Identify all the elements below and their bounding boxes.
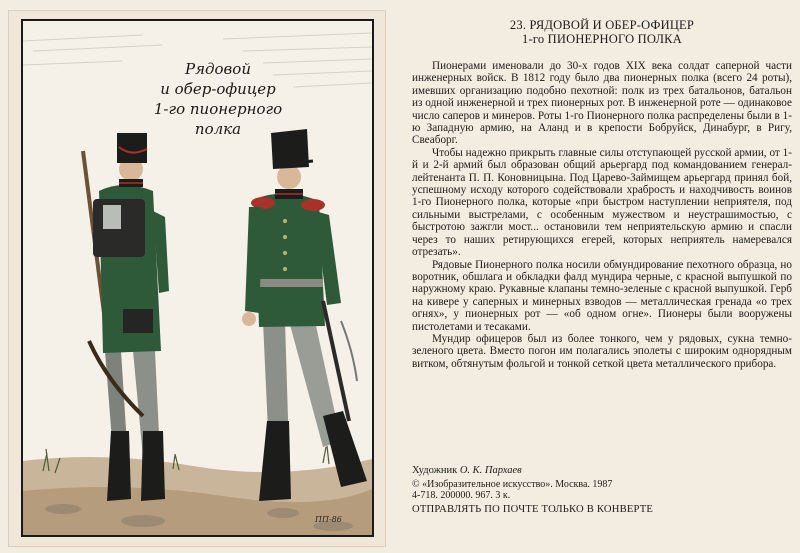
caption-line: Рядовой — [185, 60, 251, 78]
illustration-card — [8, 10, 386, 547]
illustration-caption — [143, 59, 293, 139]
print-code-line: 4-718. 200000. 967. 3 к. — [412, 490, 511, 501]
caption-line: и обер-офицер — [160, 80, 276, 98]
caption-line: 1-го пионерного — [153, 100, 283, 118]
paragraph: Пионерами именовали до 30-х годов XIX века солдат саперной части инженерных войск. В 1812 году было два пионерных полка (всего 24 роты), имевших организацию подобно пехотной: полк из трех батальонов, батальон из одной инженерной и трех пионерных рот. В инженерной роте — одинаковое число саперов и минеров. Роты 1-го Пионерного полка распределены были в 1-ю Западную армию, на Аланд и в крепости Бобруйск, Динабург, в Ригу, Свеаборг. — [412, 60, 792, 147]
text-column — [412, 18, 792, 548]
artist-signature: ПП-86 — [315, 515, 342, 524]
credits-block — [412, 465, 792, 502]
publisher-line: © «Изобразительное искусство». Москва. 1987 — [412, 478, 613, 490]
title-line: 23. РЯДОВОЙ И ОБЕР-ОФИЦЕР — [509, 18, 695, 32]
caption-line: полка — [194, 120, 242, 138]
title-line: 1-го ПИОНЕРНОГО ПОЛКА — [522, 32, 682, 46]
artist-prefix: Художник — [412, 465, 460, 476]
card-title — [412, 18, 792, 46]
artist-credit — [412, 465, 792, 477]
paragraph: Рядовые Пионерного полка носили обмундирование пехотного образца, но воротник, обшлага и обкладки фалд мундира черные, с красной выпушкой по наружному краю. Рукавные клапаны темно-зеленые с красной выпушкой. Герб на кивере у саперных и минерных взводов — металлическая гренада «о трех огнях», у пионерных рот — «об одном огне». Пионеры были вооружены пистолетами и тесаками. — [412, 258, 792, 333]
paragraph: Мундир офицеров был из более тонкого, чем у рядовых, сукна темно-зеленого цвета. Вместо погон им полагались эполеты с широким однорядным витком, обтянутым фольгой и тонкой сеткой цвета металлического прибора. — [412, 332, 792, 370]
paragraph: Чтобы надежно прикрыть главные силы отступающей русской армии, от 1-й и 2-й армий был образован общий арьергард под командованием генерал-лейтенанта П. П. Коновницына. Под Царево-Займищем арьергард принял бой, успешному исходу которого содействовали храбрость и находчивость воинов 1-го Пионерного полка, которые «при быстром наступлении неприятеля, под сильными выстрелами, с особенным мужеством и неустрашимостью, с быстротою зажгли мост... остановили тем неприятельскую армию и спасли через то наших ретирующихся егерей, которых неприятель намеревался отрезать». — [412, 146, 792, 259]
mailing-note: ОТПРАВЛЯТЬ ПО ПОЧТЕ ТОЛЬКО В КОНВЕРТЕ — [412, 504, 654, 515]
artist-name: О. К. Пархаев — [459, 465, 522, 476]
illustration-frame — [21, 19, 374, 537]
